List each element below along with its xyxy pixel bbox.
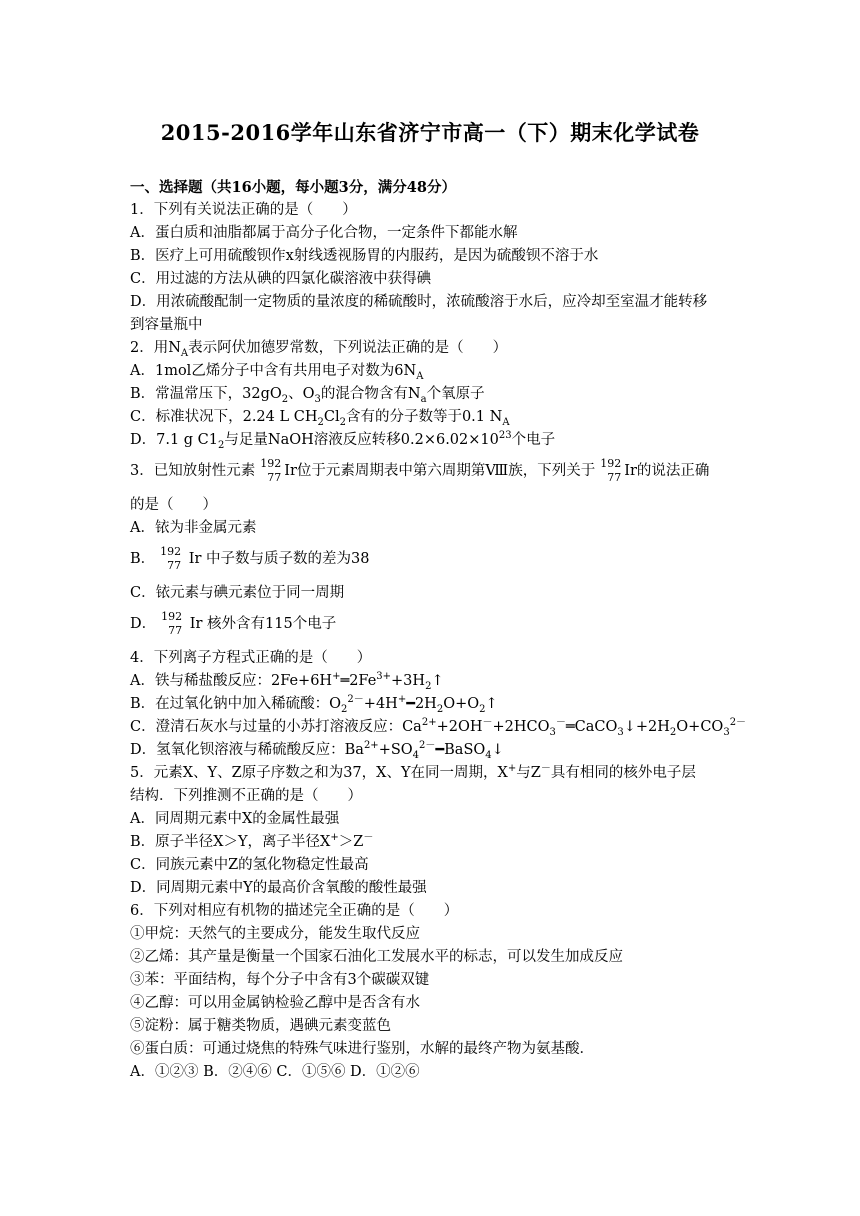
q4-option-c: C．澄清石灰水与过量的小苏打溶液反应：$Ca^{2+}+2OH^-+2HCO_3^-═CaCO_3↓+2H_2O+CO_3^{2-}$ xyxy=(130,717,747,738)
q5-option-d: D．同周期元素中Y的最高价含氧酸的酸性最强 xyxy=(130,880,427,896)
q2-option-b: B．常温常压下，$32gO_2$、$O_3$的混合物含有$N_a$个氧原子 xyxy=(130,386,485,405)
q1-option-d: D．用浓硫酸配制一定物质的量浓度的稀硫酸时，浓硫酸溶于水后，应冷却至室温才能转移 xyxy=(130,294,708,310)
q5-option-b: B．原子半径X＞Y，离子半径X+＞Z－ xyxy=(130,832,374,850)
q5-stem: 5．元素X、Y、Z原子序数之和为37，X、Y在同一周期，X+与Z－具有相同的核外电子层 xyxy=(130,763,696,781)
q6-item-5: ⑤淀粉：属于糖类物质，遇碘元素变蓝色 xyxy=(130,1018,391,1034)
q5-option-a: A．同周期元素中X的金属性最强 xyxy=(130,811,340,827)
q4-option-d: D．氢氧化钡溶液与稀硫酸反应：$Ba^{2+}+SO_4^{2-}━BaSO_4↓$ xyxy=(130,740,504,761)
q4-option-b: B．在过氧化钠中加入稀硫酸：$O_2^{2-}+4H^+━2H_2O+O_2↑$ xyxy=(130,694,498,715)
q1-option-d-continued: 到容量瓶中 xyxy=(130,317,203,333)
exam-content xyxy=(130,176,747,1084)
q5-stem-continued: 结构．下列推测不正确的是（ ） xyxy=(130,788,362,804)
q3-option-c: C．铱元素与碘元素位于同一周期 xyxy=(130,585,345,601)
isotope-notation: 192 77 xyxy=(161,610,183,637)
q6-item-1: ①甲烷：天然气的主要成分，能发生取代反应 xyxy=(130,926,420,942)
q1-stem: 1．下列有关说法正确的是（ ） xyxy=(130,202,357,218)
q5-option-c: C．同族元素中Z的氢化物稳定性最高 xyxy=(130,857,369,873)
isotope-notation: 192 77 xyxy=(260,457,282,484)
q6-item-6: ⑥蛋白质：可通过烧焦的特殊气味进行鉴别，水解的最终产物为氨基酸． xyxy=(130,1041,594,1057)
section-heading: 一、选择题（共16小题，每小题3分，满分48分） xyxy=(130,179,456,196)
q3-option-a: A．铱为非金属元素 xyxy=(130,520,257,536)
q6-choices: A．①②③ B．②④⑥ C．①⑤⑥ D．①②⑥ xyxy=(130,1064,420,1080)
q3-stem-continued: 的是（ ） xyxy=(130,497,217,513)
q2-option-a: A．1mol乙烯分子中含有共用电子对数为$6N_A$ xyxy=(130,363,424,382)
q6-item-2: ②乙烯：其产量是衡量一个国家石油化工发展水平的标志，可以发生加成反应 xyxy=(130,949,623,965)
q2-option-c: C．标准状况下，2.24 L $CH_2Cl_2$含有的分子数等于0.1 $N_A$ xyxy=(130,409,510,428)
q1-option-a: A．蛋白质和油脂都属于高分子化合物，一定条件下都能水解 xyxy=(130,225,518,241)
q6-stem: 6．下列对相应有机物的描述完全正确的是（ ） xyxy=(130,903,459,919)
isotope-notation: 192 77 xyxy=(600,457,622,484)
q6-item-3: ③苯：平面结构，每个分子中含有3个碳碳双键 xyxy=(130,972,430,988)
q4-option-a: A．铁与稀盐酸反应：$2Fe+6H^+═2Fe^{3+}+3H_2↑$ xyxy=(130,671,444,692)
exam-title: 2015-2016学年山东省济宁市高一（下）期末化学试卷 xyxy=(160,120,700,145)
q2-option-d: D．7.1 g $C1_2$与足量NaOH溶液反应转移$0.2\times 6.02\times 10^{23}$个电子 xyxy=(130,430,556,451)
q6-item-4: ④乙醇：可以用金属钠检验乙醇中是否含有水 xyxy=(130,995,420,1011)
q4-stem: 4．下列离子方程式正确的是（ ） xyxy=(130,650,372,666)
q2-stem: 2．用$N_A$表示阿伏加德罗常数，下列说法正确的是（ ） xyxy=(130,340,508,359)
isotope-notation: 192 77 xyxy=(160,545,182,572)
q3-option-b: B． 192 77 Ir 中子数与质子数的差为38 xyxy=(130,545,370,572)
q3-option-d: D． 192 77 Ir 核外含有115个电子 xyxy=(130,610,337,637)
q1-option-c: C．用过滤的方法从碘的四氯化碳溶液中获得碘 xyxy=(130,271,432,287)
q1-option-b: B．医疗上可用硫酸钡作x射线透视肠胃的内服药，是因为硫酸钡不溶于水 xyxy=(130,248,599,264)
q3-stem: 3．已知放射性元素 192 77 Ir位于元素周期表中第六周期第Ⅷ族，下列关于 192 77 Ir的说法正确 xyxy=(130,457,710,484)
